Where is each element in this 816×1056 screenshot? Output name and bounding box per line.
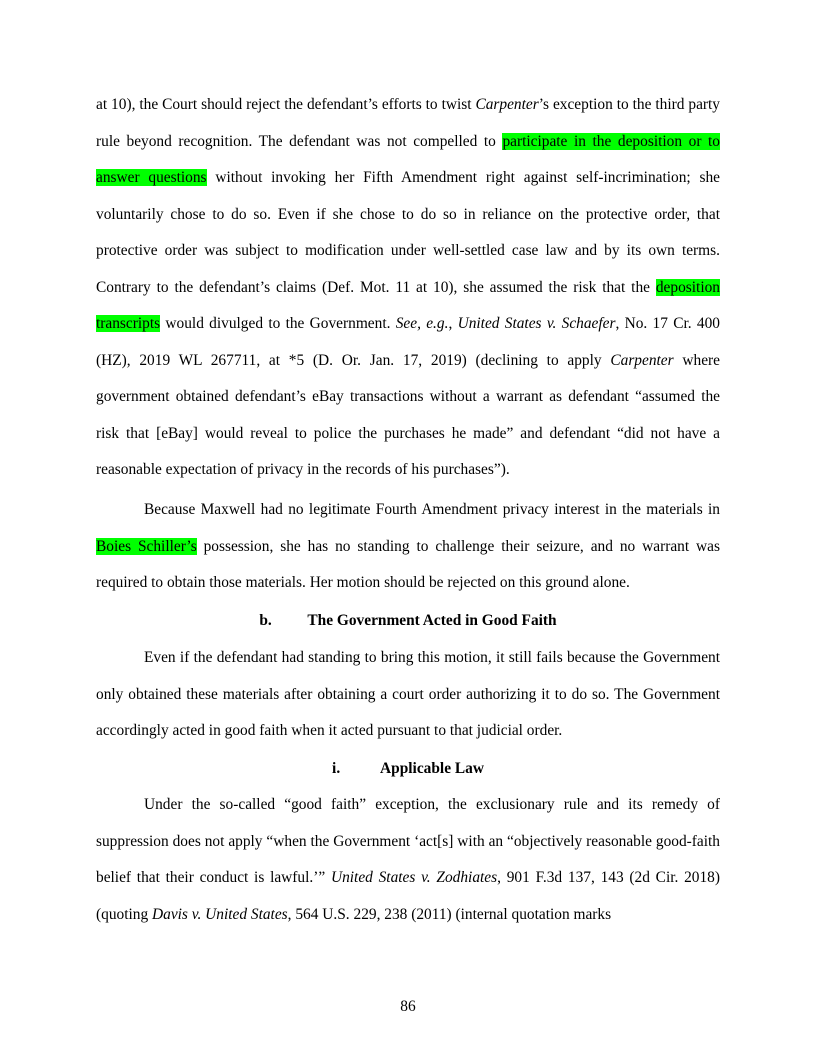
paragraph-no-standing: Because Maxwell had no legitimate Fourth Amendment privacy interest in the materials in Boies Schiller’s possession, she has no standing to challenge their seizure, and no warrant was required to obtain those materials. Her motion should be rejected on this ground alone. xyxy=(96,501,720,591)
section-heading-good-faith: b. The Government Acted in Good Faith xyxy=(259,612,557,629)
highlight-deposition-transcripts: deposition transcripts xyxy=(96,278,720,332)
signal-see-eg: See, e.g. xyxy=(395,315,449,332)
paragraph-good-faith: Even if the defendant had standing to bring this motion, it still fails because the Government only obtained these materials after obtaining a court order authorizing it to do so. The Government accordingly acted in good faith when it acted pursuant to that judicial order. xyxy=(96,649,720,739)
case-name-zodhiates: United States v. Zodhiates xyxy=(330,869,498,886)
page-number: 86 xyxy=(400,998,416,1015)
highlight-boies-schiller: Boies Schiller’s xyxy=(96,537,197,555)
highlight-deposition-participation: participate in the deposition or to answer questions xyxy=(96,132,720,186)
case-name-davis: Davis v. United States xyxy=(152,905,288,923)
case-name-schaefer: United States v. Schaefer xyxy=(457,315,616,332)
section-heading-applicable-law: i. Applicable Law xyxy=(332,760,484,777)
case-name-carpenter: Carpenter xyxy=(610,351,674,369)
case-name-carpenter: Carpenter xyxy=(475,96,539,113)
paragraph-carpenter-argument: at 10), the Court should reject the defendant’s efforts to twist Carpenter’s exception to the third party rule beyond recognition. The defendant was not compelled to participate in the deposition or to answer questions without invoking her Fifth Amendment right against self-incrimination; she voluntarily chose to do so. Even if she chose to do so in reliance on the protective order, that protective order was subject to modification under well-settled case law and by its own terms. Contrary to the defendant’s claims (Def. Mot. 11 at 10), she assumed the risk that the deposition transcripts would divulged to the Government. See, e.g., United States v. Schaefer, No. 17 Cr. 400 (HZ), 2019 WL 267711, at *5 (D. Or. Jan. 17, 2019) (declining to apply Carpenter where government obtained defendant’s eBay transactions without a warrant as defendant “assumed the risk that [eBay] would reveal to police the purchases he made” and defendant “did not have a reasonable expectation of privacy in the records of his purchases”). xyxy=(96,96,720,478)
paragraph-good-faith-exception: Under the so-called “good faith” exception, the exclusionary rule and its remedy of suppression does not apply “when the Government ‘act[s] with an “objectively reasonable good-faith belief that their conduct is lawful.’” United States v. Zodhiates, 901 F.3d 137, 143 (2d Cir. 2018) (quoting Davis v. United States, 564 U.S. 229, 238 (2011) (internal quotation marks xyxy=(96,796,721,923)
